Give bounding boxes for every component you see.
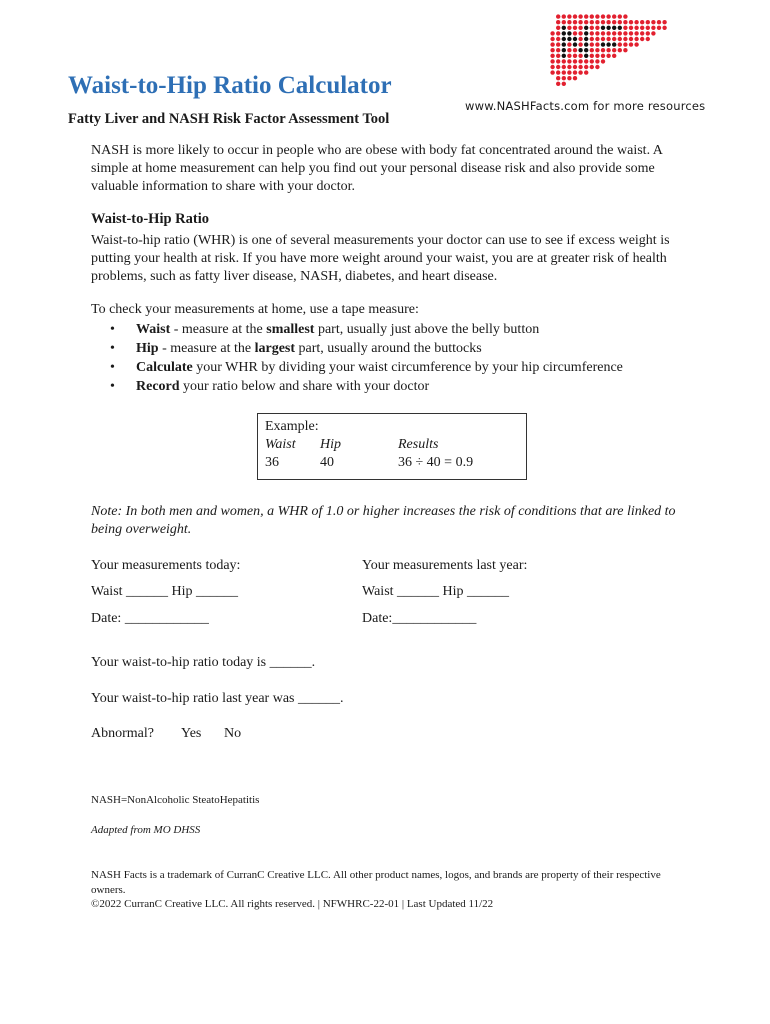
bullet-icon: • xyxy=(110,379,115,394)
page-title: Waist-to-Hip Ratio Calculator xyxy=(68,72,392,99)
last-year-waist-hip-field[interactable]: Waist ______ Hip ______ xyxy=(362,584,510,599)
today-waist-hip-field[interactable]: Waist ______ Hip ______ xyxy=(91,584,239,599)
ratio-today-field[interactable]: Your waist-to-hip ratio today is ______. xyxy=(91,655,316,670)
step-keyword: Waist xyxy=(136,322,171,337)
last-year-date-field[interactable]: Date:____________ xyxy=(362,611,477,626)
step-keyword: Hip xyxy=(136,341,159,356)
step-text: your WHR by dividing your waist circumference by your hip circumference xyxy=(192,360,623,375)
example-waist-value: 36 xyxy=(265,455,279,470)
bullet-icon: • xyxy=(110,360,115,375)
abnormal-yes-option[interactable]: Yes xyxy=(181,726,202,741)
check-intro: To check your measurements at home, use a tape measure: xyxy=(91,302,419,317)
website-link[interactable]: www.NASHFacts.com for more resources xyxy=(465,99,706,113)
abnormal-label: Abnormal? xyxy=(91,726,154,741)
example-label: Example: xyxy=(265,419,319,434)
abnormal-no-option[interactable]: No xyxy=(224,726,242,741)
step-emphasis: smallest xyxy=(266,322,315,337)
example-waist-header: Waist xyxy=(265,437,296,452)
example-hip-header: Hip xyxy=(320,437,341,452)
example-results-header: Results xyxy=(398,437,439,452)
list-item xyxy=(110,339,623,358)
list-item xyxy=(110,377,623,396)
example-result-value: 36 ÷ 40 = 0.9 xyxy=(398,455,474,470)
step-keyword: Calculate xyxy=(136,360,193,375)
trademark-notice: NASH Facts is a trademark of CurranC Creative LLC. All other product names, logos, and brands are property of their respective owners. xyxy=(91,869,661,896)
last-year-heading: Your measurements last year: xyxy=(362,558,528,573)
step-text: part, usually just above the belly button xyxy=(314,322,540,337)
step-keyword: Record xyxy=(136,379,180,394)
ratio-last-year-field[interactable]: Your waist-to-hip ratio last year was ______. xyxy=(91,691,344,706)
liver-dots-logo xyxy=(544,8,672,92)
example-hip-value: 40 xyxy=(320,455,334,470)
example-box xyxy=(257,413,527,480)
today-date-field[interactable]: Date: ____________ xyxy=(91,611,209,626)
note-paragraph: Note: In both men and women, a WHR of 1.0 or higher increases the risk of conditions that are linked to being overweight. xyxy=(91,504,676,537)
adapted-credit: Adapted from MO DHSS xyxy=(91,824,201,836)
nash-definition: NASH=NonAlcoholic SteatoHepatitis xyxy=(91,794,260,806)
intro-paragraph: NASH is more likely to occur in people who are obese with body fat concentrated around the waist. A simple at home measurement can help you find out your personal disease risk and also provide some valuable information to share with your doctor. xyxy=(91,143,663,194)
step-text: your ratio below and share with your doctor xyxy=(179,379,430,394)
list-item xyxy=(110,320,623,339)
bullet-icon: • xyxy=(110,341,115,356)
step-text: part, usually around the buttocks xyxy=(295,341,482,356)
bullet-icon: • xyxy=(110,322,115,337)
steps-list xyxy=(110,320,623,396)
step-emphasis: largest xyxy=(254,341,296,356)
list-item xyxy=(110,358,623,377)
page-subtitle: Fatty Liver and NASH Risk Factor Assessment Tool xyxy=(68,111,390,127)
step-text: - measure at the xyxy=(170,322,267,337)
today-heading: Your measurements today: xyxy=(91,558,241,573)
whr-paragraph: Waist-to-hip ratio (WHR) is one of several measurements your doctor can use to see if excess weight is putting your health at risk. If you have more weight around your waist, you are at greater risk of health problems, such as fatty liver disease, NASH, diabetes, and heart disease. xyxy=(91,233,670,284)
copyright-notice: ©2022 CurranC Creative LLC. All rights reserved. | NFWHRC-22-01 | Last Updated 11/22 xyxy=(91,898,494,910)
step-text: - measure at the xyxy=(158,341,255,356)
whr-heading: Waist-to-Hip Ratio xyxy=(91,211,210,227)
